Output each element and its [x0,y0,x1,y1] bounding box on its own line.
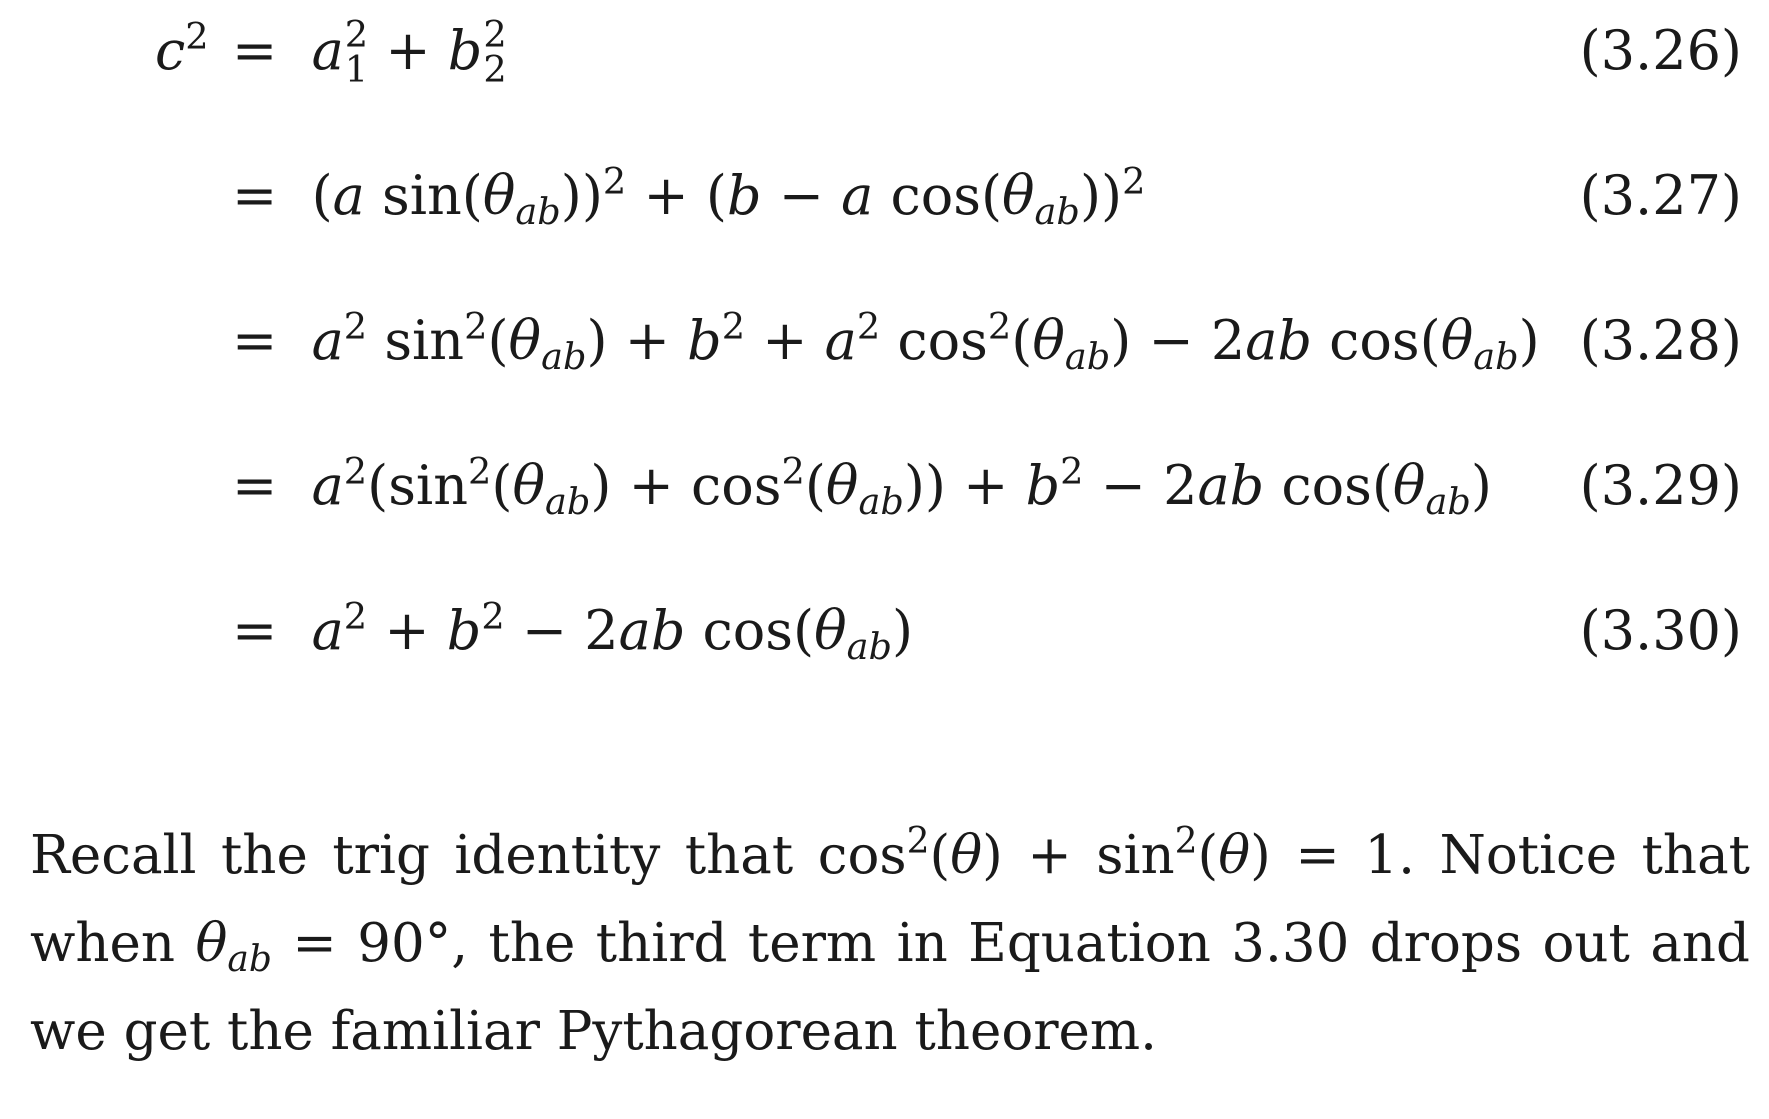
equation-3-30 [0,586,1769,676]
equation-rhs: = $a^2 + b^2 - 2ab$ $\cos(\theta_{ab})$ [232,594,914,669]
equation-3-29 [0,441,1769,531]
equation-3-28 [0,296,1769,386]
paragraph-line-1: Recall the trig identity that $\cos^2(\theta) + \sin^2(\theta) = 1$. Notice that [30,821,1750,886]
equation-lhs: $c^2$ [155,14,209,82]
equation-number: (3.28) [1579,309,1742,372]
equation-number: (3.26) [1579,19,1742,82]
equation-number: (3.27) [1579,164,1742,227]
equation-number: (3.29) [1579,454,1742,517]
equation-rhs: = $a^2(\sin^2(\theta_{ab}) + \cos^2(\theta_{ab})) + b^2 - 2ab$ $\cos(\theta_{ab})$ [232,449,1492,524]
equation-rhs: = (a $\sin(\theta_{ab}))^2 + (b - a$ $\cos(\theta_{ab}))^2$ [232,159,1146,234]
paragraph-line-2: when $\theta_{ab} = 90^\circ$, the third term in Equation 3.30 drops out and [30,913,1750,981]
inline-math-theta: $\theta_{ab}$ [195,913,272,981]
equation-rhs: = $a^2$ $\sin^2(\theta_{ab}) + b^2 + a^2$ $\cos^2(\theta_{ab}) - 2ab$ $\cos(\theta_{ab})$ [232,304,1540,379]
equation-3-27 [0,151,1769,241]
equation-rhs: = a 2 1 + b 2 2 [232,12,507,91]
inline-math-identity: $\cos^2(\theta) + \sin^2(\theta)$ [817,821,1271,886]
equation-3-26 [0,6,1769,96]
paragraph-line-3: we get the familiar Pythagorean theorem. [30,1001,1158,1062]
body-paragraph [30,812,1750,1076]
equation-number: (3.30) [1579,599,1742,662]
